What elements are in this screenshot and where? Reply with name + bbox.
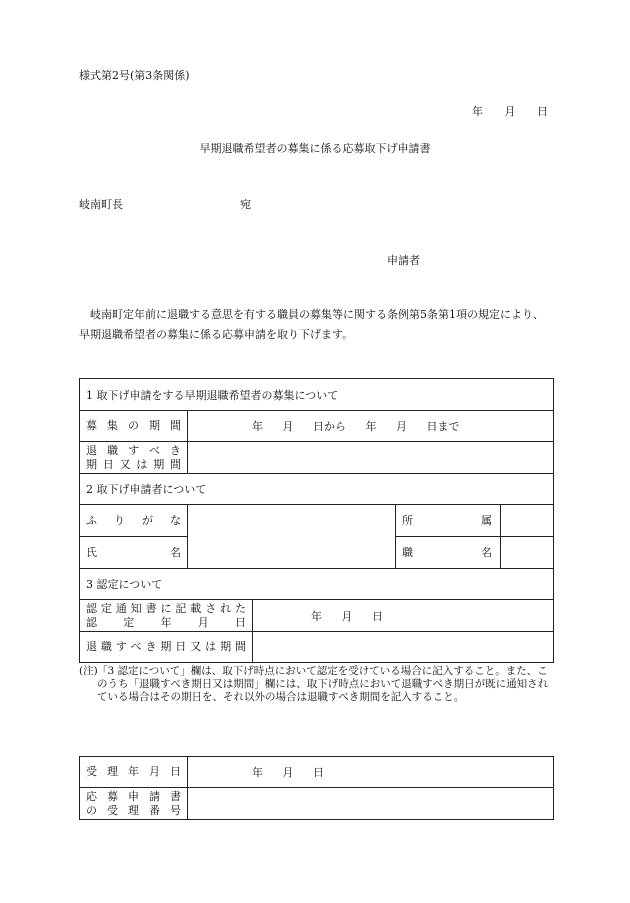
furigana-label: ふりがな	[80, 505, 188, 537]
position-label: 職名	[396, 537, 501, 569]
received-date-label: 受理年月日	[80, 757, 188, 788]
addressee: 岐南町長	[79, 198, 123, 211]
form-number: 様式第2号(第3条関係)	[79, 69, 190, 82]
receipt-number-value[interactable]	[188, 788, 554, 820]
cert-date-label	[80, 600, 253, 632]
number-label-line-2: の受理番号	[86, 803, 181, 817]
affiliation-value[interactable]	[501, 505, 554, 537]
document-title: 早期退職希望者の募集に係る応募取下げ申請書	[199, 142, 431, 155]
received-date-value[interactable]: 年 月 日	[188, 757, 554, 788]
note-text: 「3 認定について」欄は、取下げ時点において認定を受けている場合に記入すること。また、このうち「退職すべき期日又は期間」欄には、取下げ時点において退職すべき期日が既に通知されている場合はその期日を、それ以外の場合は退職すべき期間を記入すること。	[97, 665, 549, 703]
period-value[interactable]: 年 月 日から 年 月 日まで	[188, 411, 554, 442]
affiliation-label: 所属	[396, 505, 501, 537]
application-table	[79, 378, 554, 663]
cert-label-line-2: 認定年月日	[86, 615, 246, 629]
section-1-heading: 1 取下げ申請をする早期退職希望者の募集について	[80, 379, 554, 411]
number-label-line-1: 応募申請書	[86, 789, 181, 803]
retire-period-2-value[interactable]	[253, 632, 554, 663]
retire-period-2-label: 退職すべき期日又は期間	[80, 632, 253, 663]
receipt-number-label	[80, 788, 188, 820]
retire-label-line-2: 期日又は期間	[86, 457, 181, 471]
position-value[interactable]	[501, 537, 554, 569]
section-3-heading	[80, 569, 554, 600]
section-2-text: 2 取下げ申請者について	[86, 483, 207, 496]
receipt-table	[79, 756, 554, 820]
note-mark: (注)	[79, 665, 98, 677]
name-value[interactable]	[188, 505, 396, 569]
date-line: 年 月 日	[472, 105, 548, 118]
cert-date-value[interactable]: 年 月 日	[253, 600, 554, 632]
note	[79, 665, 551, 704]
applicant-label: 申請者	[387, 254, 420, 267]
cert-label-line-1: 認定通知書に記載された	[86, 601, 246, 615]
section-3-text: 3 認定について	[86, 578, 163, 591]
name-label: 氏名	[80, 537, 188, 569]
period-label: 募集の期間	[80, 411, 188, 442]
section-2-heading	[80, 474, 554, 505]
addressee-suffix: 宛	[240, 198, 251, 211]
retire-label-line-1: 退職すべき	[86, 443, 181, 457]
body-paragraph: 岐南町定年前に退職する意思を有する職員の募集等に関する条例第5条第1項の規定により、早期退職希望者の募集に係る応募申請を取り下げます。	[79, 308, 544, 341]
retire-period-label	[80, 442, 188, 474]
retire-period-value[interactable]	[188, 442, 554, 474]
